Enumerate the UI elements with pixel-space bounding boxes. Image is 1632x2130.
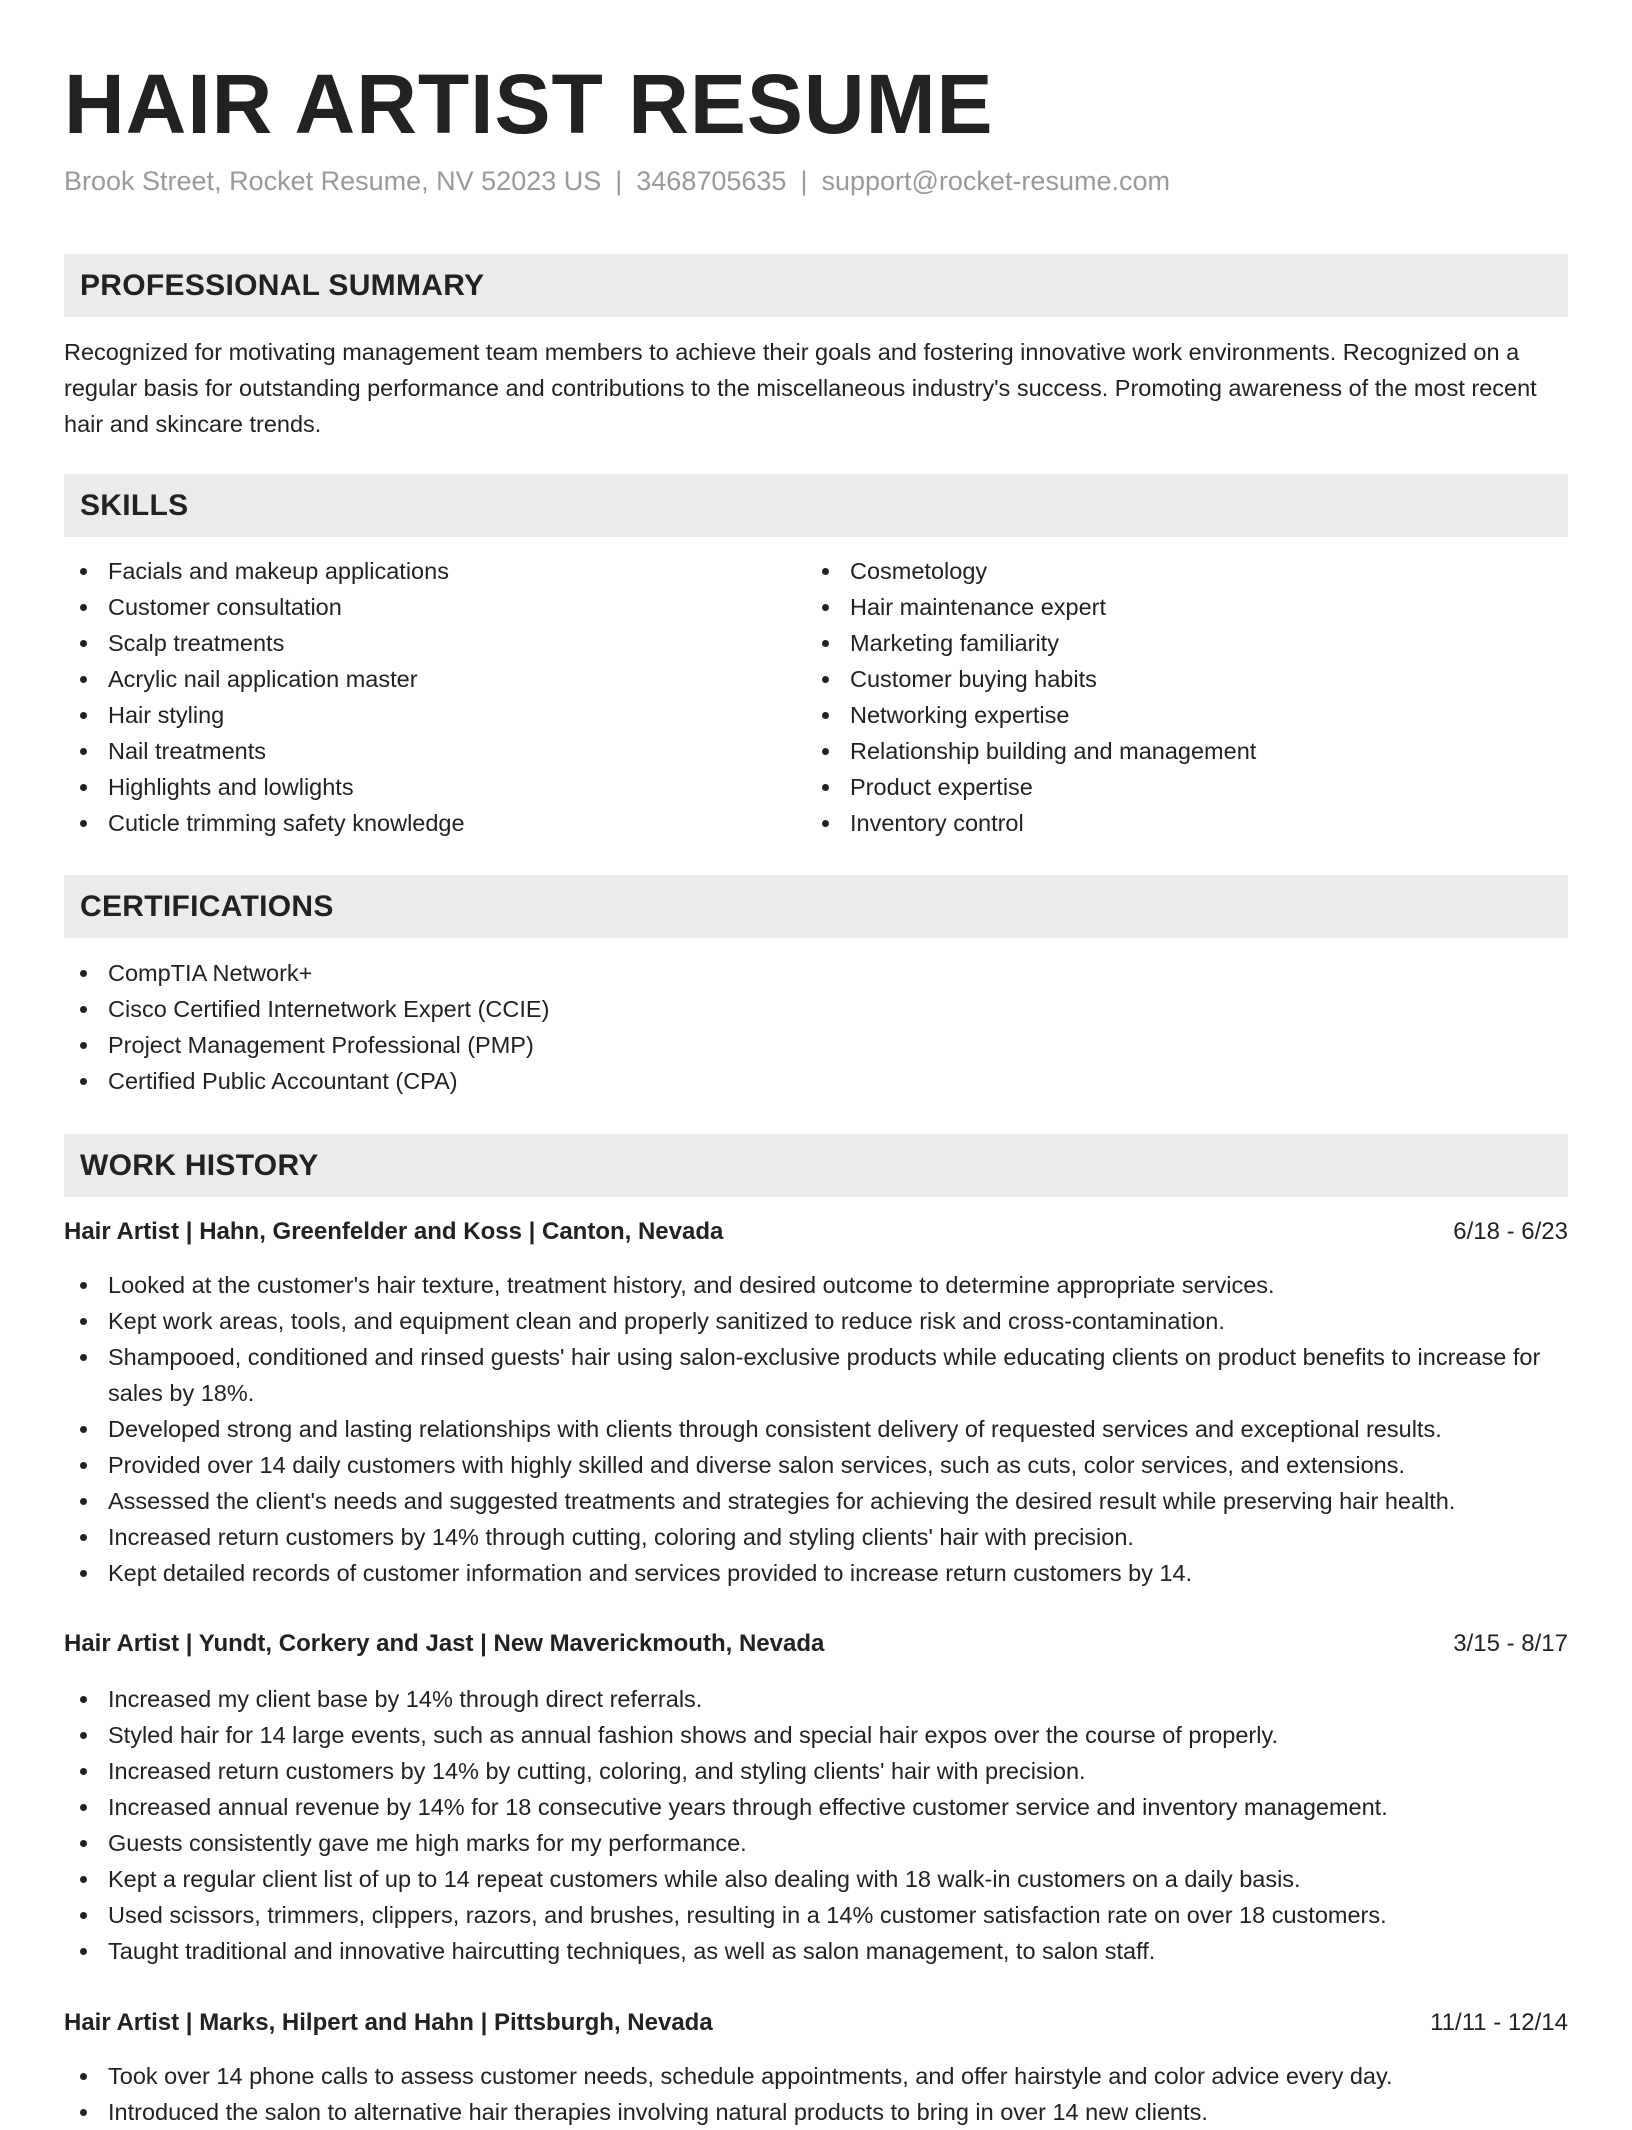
certification-item: Certified Public Accountant (CPA) <box>64 1063 1568 1099</box>
contact-separator: | <box>615 166 623 196</box>
job-bullet: Provided over 14 daily customers with highly skilled and diverse salon services, such as cuts, color services, and extensions. <box>64 1447 1568 1483</box>
skill-item: Customer consultation <box>64 589 804 625</box>
work-history-section-header <box>64 1134 1568 1197</box>
job-bullet: Kept detailed records of customer information and services provided to increase return customers by 14. <box>64 1555 1568 1591</box>
certification-item: Cisco Certified Internetwork Expert (CCIE) <box>64 991 1568 1027</box>
certifications-heading: CERTIFICATIONS <box>80 889 334 923</box>
skill-item: Hair styling <box>64 697 804 733</box>
resume-title: HAIR ARTIST RESUME <box>64 57 994 151</box>
job-bullet: Increased return customers by 14% by cutting, coloring, and styling clients' hair with precision. <box>64 1753 1568 1789</box>
contact-email[interactable]: support@rocket-resume.com <box>821 166 1170 196</box>
job-bullet: Developed strong and lasting relationships with clients through consistent delivery of requested services and exceptional results. <box>64 1411 1568 1447</box>
contact-line <box>64 166 1170 197</box>
job-bullet: Used scissors, trimmers, clippers, razors, and brushes, resulting in a 14% customer satisfaction rate on over 18 customers. <box>64 1897 1568 1933</box>
skill-item: Facials and makeup applications <box>64 553 804 589</box>
job-bullet: Took over 14 phone calls to assess customer needs, schedule appointments, and offer hairstyle and color advice every day. <box>64 2058 1568 2094</box>
job-bullet: Kept a regular client list of up to 14 repeat customers while also dealing with 18 walk-in customers on a daily basis. <box>64 1861 1568 1897</box>
job-bullet: Shampooed, conditioned and rinsed guests' hair using salon-exclusive products while educating clients on product benefits to increase for sales by 18%. <box>64 1339 1568 1411</box>
job-bullet: Kept work areas, tools, and equipment clean and properly sanitized to reduce risk and cross-contamination. <box>64 1303 1568 1339</box>
job-header <box>64 1626 1568 1662</box>
certification-item: CompTIA Network+ <box>64 955 1568 991</box>
summary-text: Recognized for motivating management team members to achieve their goals and fostering innovative work environments. Recognized on a regular basis for outstanding performance and contributions to the miscellaneous industry's success. Promoting awareness of the most recent hair and skincare trends. <box>64 339 1537 437</box>
skill-item: Marketing familiarity <box>806 625 1546 661</box>
skills-list-left <box>64 553 804 841</box>
job-bullet: Introduced the salon to alternative hair therapies involving natural products to bring in over 14 new clients. <box>64 2094 1568 2130</box>
skill-item: Networking expertise <box>806 697 1546 733</box>
skill-item: Acrylic nail application master <box>64 661 804 697</box>
contact-phone[interactable]: 3468705635 <box>636 166 787 196</box>
job-bullet: Increased return customers by 14% through cutting, coloring and styling clients' hair with precision. <box>64 1519 1568 1555</box>
skill-item: Relationship building and management <box>806 733 1546 769</box>
job-bullet: Taught traditional and innovative haircutting techniques, as well as salon management, to salon staff. <box>64 1933 1568 1969</box>
skill-item: Customer buying habits <box>806 661 1546 697</box>
job-bullet: Guests consistently gave me high marks for my performance. <box>64 1825 1568 1861</box>
skills-heading: SKILLS <box>80 488 189 522</box>
job-bullets <box>64 1681 1568 1969</box>
skill-item: Inventory control <box>806 805 1546 841</box>
skill-item: Hair maintenance expert <box>806 589 1546 625</box>
certifications-section-header <box>64 875 1568 938</box>
certification-item: Project Management Professional (PMP) <box>64 1027 1568 1063</box>
skill-item: Cosmetology <box>806 553 1546 589</box>
skills-list-right <box>806 553 1546 841</box>
job-header <box>64 1214 1568 1250</box>
job-bullet: Increased my client base by 14% through direct referrals. <box>64 1681 1568 1717</box>
job-header <box>64 2005 1568 2041</box>
skill-item: Nail treatments <box>64 733 804 769</box>
job-dates: 6/18 - 6/23 <box>1453 1218 1568 1245</box>
job-title: Hair Artist | Marks, Hilpert and Hahn | Pittsburgh, Nevada <box>64 2009 713 2036</box>
job-bullet: Increased annual revenue by 14% for 18 consecutive years through effective customer service and inventory management. <box>64 1789 1568 1825</box>
job-dates: 3/15 - 8/17 <box>1453 1630 1568 1657</box>
summary-heading: PROFESSIONAL SUMMARY <box>80 268 485 302</box>
skill-item: Cuticle trimming safety knowledge <box>64 805 804 841</box>
job-bullet: Assessed the client's needs and suggested treatments and strategies for achieving the desired result while preserving hair health. <box>64 1483 1568 1519</box>
skill-item: Highlights and lowlights <box>64 769 804 805</box>
job-bullet: Looked at the customer's hair texture, treatment history, and desired outcome to determine appropriate services. <box>64 1267 1568 1303</box>
work-history-heading: WORK HISTORY <box>80 1148 319 1182</box>
skill-item: Product expertise <box>806 769 1546 805</box>
job-title: Hair Artist | Yundt, Corkery and Jast | New Maverickmouth, Nevada <box>64 1630 825 1657</box>
skills-section-header <box>64 474 1568 537</box>
job-bullets <box>64 2058 1568 2130</box>
job-dates: 11/11 - 12/14 <box>1430 2009 1568 2036</box>
skill-item: Scalp treatments <box>64 625 804 661</box>
contact-separator: | <box>800 166 808 196</box>
certifications-list <box>64 955 1568 1099</box>
summary-section-header <box>64 254 1568 317</box>
job-bullets <box>64 1267 1568 1591</box>
job-title: Hair Artist | Hahn, Greenfelder and Koss | Canton, Nevada <box>64 1218 724 1245</box>
job-bullet: Styled hair for 14 large events, such as annual fashion shows and special hair expos over the course of properly. <box>64 1717 1568 1753</box>
contact-address: Brook Street, Rocket Resume, NV 52023 US <box>64 166 602 196</box>
